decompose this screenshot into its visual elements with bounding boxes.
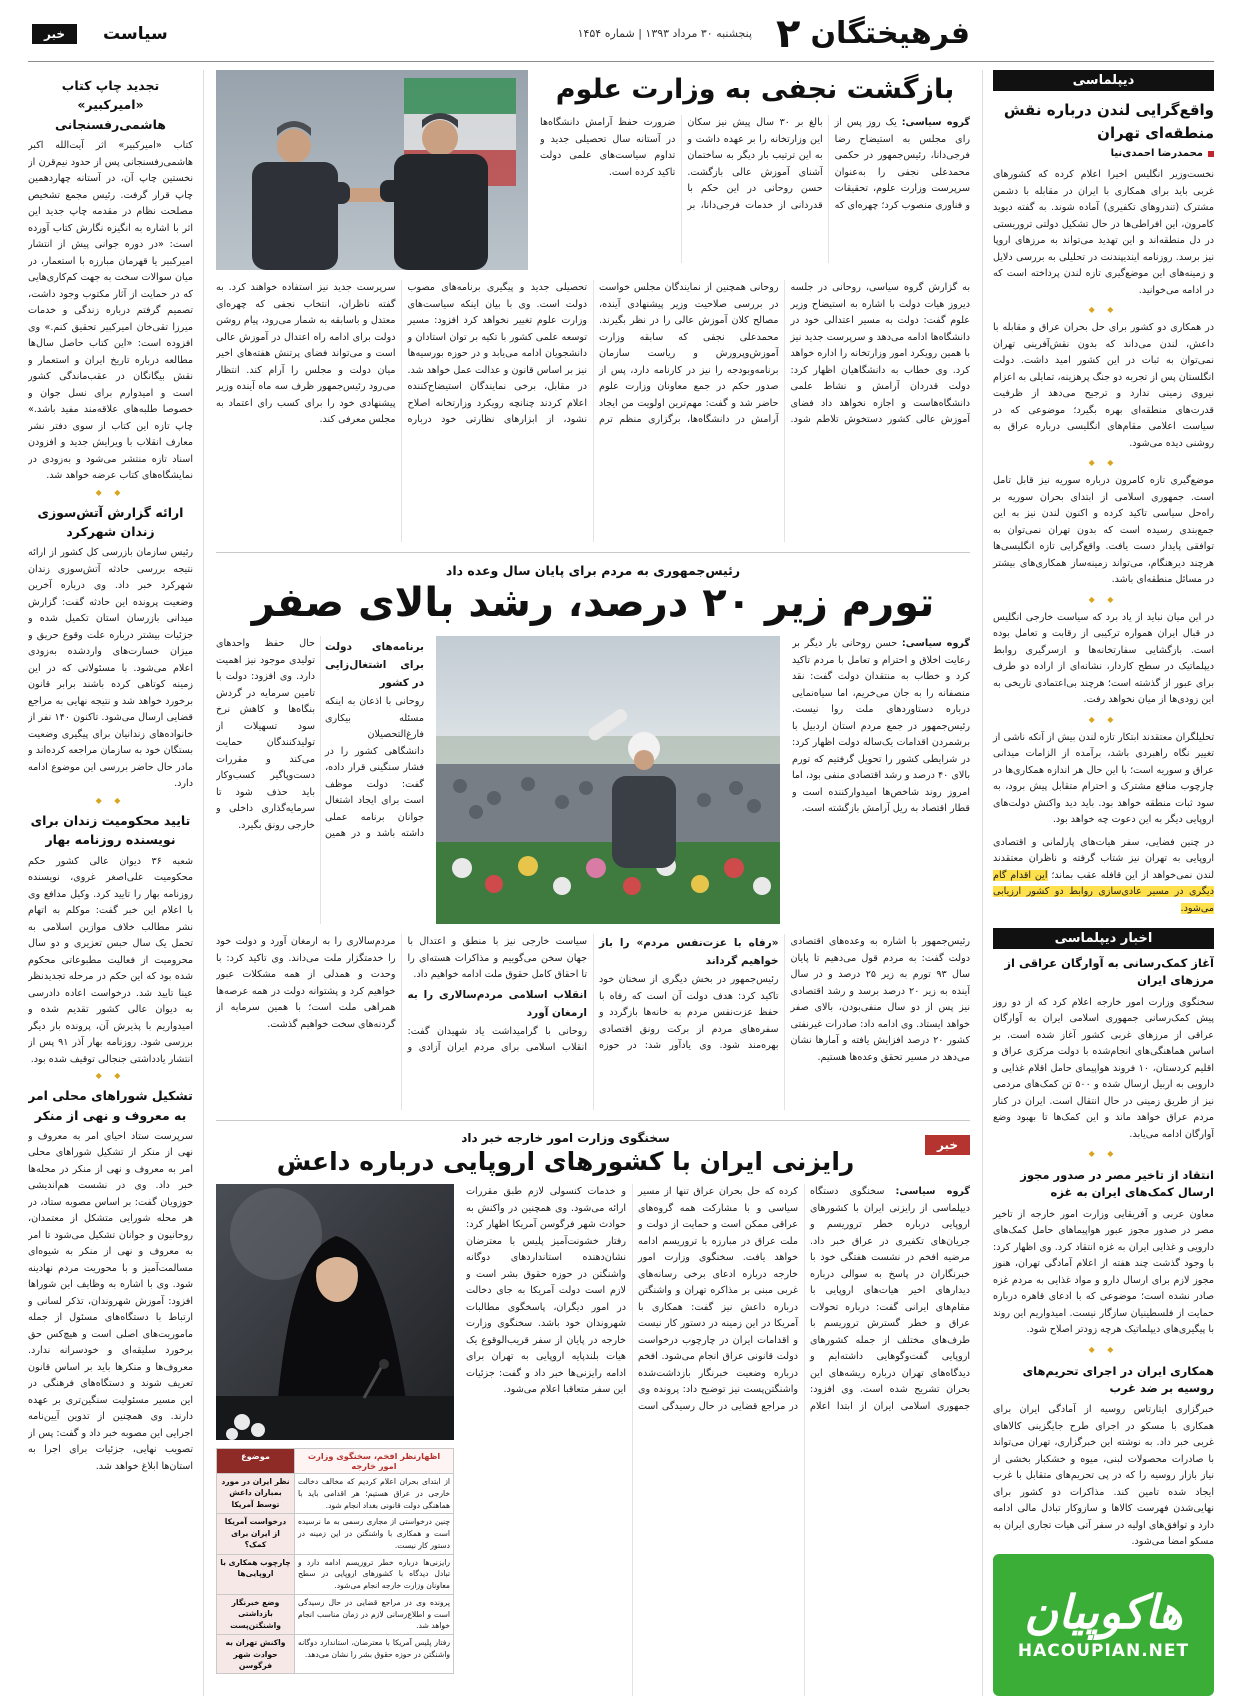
newspaper-logo: فرهیختگان	[810, 16, 970, 51]
diplomacy-paragraph: تحلیلگران معتقدند ابتکار تازه لندن بیش از آنکه ناشی از تغییر نگاه راهبردی باشد، برآمده از الزامات میدانی عراق و سوریه است؛ با این حال هر اندازه همکاری‌ها در چارچوب منافع مشترک و احترام متقابل پیش برود، به سود ثبات منطقه خواهد بود. باید دید واکنش دولت‌های اروپایی دیگر به این دعوت چه خواهد بود.	[993, 731, 1214, 825]
diplomacy-paragraph-text: در چنین فضایی، سفر هیات‌های پارلمانی و اقتصادی اروپایی به تهران نیز شتاب گرفته و ناظران معتقدند لندن نمی‌خواهد از این قافله عقب بماند؛	[993, 836, 1214, 881]
diamond-separator-icon: ◆ ◆	[1088, 594, 1119, 604]
left-article-body: رئیس سازمان بازرسی کل کشور از ارائه نتیجه بررسی حادثه آتش‌سوزی زندان شهرکرد خبر داد. وی درباره آخرین وضعیت پرونده این حادثه گفت: گزارش میدانی بازرسان استان تکمیل شده و جزئیات بیشتر درباره علت وقوع حریق و میزان خسارت‌های واردشده به‌زودی اعلام می‌شود. با مسئولانی که در این زمینه کوتاهی کرده باشند برابر قانون برخورد خواهد شد و نتیجه نهایی به مراجع قضایی ارسال می‌شود. تاکنون ۱۴۰ نفر از خانواده‌های زندانیان برای پیگیری وضعیت بستگان خود به سازمان مراجعه کرده‌اند و مادر حال حاضر بررسی این موضوع ادامه دارد.	[28, 547, 194, 790]
qa-row	[217, 1554, 454, 1594]
diamond-separator-icon: ◆ ◆	[95, 795, 126, 805]
ad-brand-logo: هاکوپیان	[1024, 1584, 1183, 1639]
photo-spokeswoman-illustration	[216, 1184, 454, 1440]
diplomacy-column	[982, 70, 1214, 1696]
qa-header-statement: اظهارنظر افخم، سخنگوی وزارت امور خارجه	[295, 1449, 454, 1474]
article-najafi-lead	[540, 115, 970, 263]
diamond-separator-icon: ◆ ◆	[1088, 458, 1119, 467]
article-rouhani-middle	[216, 636, 970, 924]
qa-answer: رفتار پلیس آمریکا با معترضان، استاندارد دوگانه واشنگتن در حوزه حقوق بشر را نشان می‌دهد.	[295, 1635, 454, 1674]
left-article-body: شعبه ۳۶ دیوان عالی کشور حکم محکومیت علی‌اصغر غروی، نویسنده روزنامه بهار را تایید کرد. وکیل مدافع وی با اعلام این خبر گفت: موکلم به اتهام نشر مطالب خلاف موازین اسلامی به تحمل یک سال حبس تعزیری و دو سال محرومیت از فعالیت مطبوعاتی محکوم شده بود که این حکم در مرحله تجدیدنظر عینا تایید شد. درخواست اعاده دادرسی به دیوان عالی کشور تقدیم شده و امیدواریم با پذیرش آن، پرونده بار دیگر بررسی شود. روزنامه بهار آذر ۹۱ پس از انتشار یادداشتی جنجالی توقیف شده بود.	[28, 855, 193, 1065]
byline-square-icon	[1208, 151, 1214, 157]
left-article-title: تشکیل شوراهای محلی امر به معروف و نهی از منکر	[28, 1088, 193, 1123]
article-daesh-headline: رایزنی ایران با کشورهای اروپایی درباره داعش	[276, 1147, 855, 1176]
date-line: پنجشنبه ۳۰ مرداد ۱۳۹۳ | شماره ۱۴۵۴	[577, 27, 753, 40]
article-najafi-top	[216, 70, 970, 270]
qa-topic: درخواست آمریکا از ایران برای کمک؟	[217, 1514, 295, 1554]
subhead: انقلاب اسلامی مردم‌سالاری را به ارمغان آورد	[407, 988, 587, 1019]
article-daesh-body	[466, 1184, 970, 1696]
qa-row	[217, 1635, 454, 1674]
section-title: سیاست	[103, 23, 168, 44]
photo-rouhani-crowd	[436, 636, 780, 924]
article-daesh-kicker: سخنگوی وزارت امور خارجه خبر داد	[461, 1131, 670, 1145]
qa-topic: چارچوب همکاری با اروپایی‌ها	[217, 1554, 295, 1594]
center-column	[216, 70, 970, 1696]
qa-row	[217, 1474, 454, 1514]
qa-answer: رایزنی‌ها درباره خطر تروریسم ادامه دارد و تبادل دیدگاه با کشورهای اروپایی در سطح معاونان وزارت خارجه انجام می‌شود.	[295, 1554, 454, 1594]
diplomacy-paragraph: در همکاری دو کشور برای حل بحران عراق و مقابله با داعش، لندن می‌داند که بدون نقش‌آفرینی تهران نمی‌توان به ثبات در این کشور امید داشت. دولت انگلستان پس از تجربه دو جنگ پرهزینه، تمایلی به اعزام نیروی زمینی ندارد و ترجیح می‌دهد از ظرفیت قدرت‌های منطقه‌ای بهره بگیرد؛ موضوعی که در سیاست اعلامی مقام‌های انگلیسی درباره عراق به روشنی دیده می‌شود.	[993, 322, 1214, 449]
subhead: «رفاه با عزت‌نفس مردم» را باز خواهیم گرداند	[599, 937, 779, 968]
ad-website-url: HACOUPIAN.NET	[1017, 1640, 1190, 1661]
left-article-body: کتاب «امیرکبیر» اثر آیت‌الله اکبر هاشمی‌رفسنجانی پس از حدود نیم‌قرن از نخستین چاپ آن، در آستانه چهاردهمین چاپ قرار گرفت. رئیس مجمع تشخیص مصلحت نظام در مقدمه چاپ جدید این اثر با اشاره به انگیزه نگارش کتاب آورده است: «در دوره جوانی پیش از انتشار امیرکبیر یا قهرمان مبارزه با استعمار، در میان سوالات سخت به جهت کم‌کاری‌هایی که در حمایت از آثار مکتوب وجود داشت، تصمیم گرفتم درباره زندگی و خدمات میرزا تقی‌خان امیرکبیر تحقیق کنم.» وی افزوده است: «این کتاب حاصل سال‌ها مطالعه درباره تاریخ ایران و استعمار و نقش بیگانگان در عقب‌ماندگی کشور است و امیدوارم برای نسل جوان و خصوصا طلبه‌های علاقه‌مند مفید باشد.» چاپ تازه این کتاب از سوی دفتر نشر معارف انقلاب با ویرایش جدید و افزودن اسناد تازه منتشر می‌شود و به‌زودی در نمایشگاه‌های کتاب عرضه خواهد شد.	[28, 140, 193, 482]
article-rouhani	[216, 553, 970, 1121]
article-daesh-content	[216, 1184, 970, 1696]
qa-topic: وضع خبرنگار بازداشتی واشنگتن‌پست	[217, 1594, 295, 1634]
qa-answer: از ابتدای بحران اعلام کردیم که مخالف دخالت خارجی در عراق هستیم؛ هر اقدامی باید با هماهنگی دولت قانونی بغداد انجام شود.	[295, 1474, 454, 1514]
diplomacy-section-label: دیپلماسی	[993, 70, 1214, 91]
article-daesh	[216, 1131, 970, 1696]
qa-answer: پرونده وی در مراجع قضایی در حال رسیدگی است و اطلاع‌رسانی لازم در زمان مناسب انجام خواهد شد.	[295, 1594, 454, 1634]
lead-label: گروه سیاسی:	[901, 117, 970, 128]
byline	[993, 148, 1214, 159]
article-najafi	[216, 70, 970, 553]
bottom-paragraph: روحانی با گرامیداشت یاد شهیدان گفت: انقلاب اسلامی برای مردم ایران آزادی و مردم‌سالاری را به ارمغان آورد و دولت خود را خدمتگزار ملت می‌داند. وی تاکید کرد: با وحدت و همدلی از همه مشکلات عبور خواهیم کرد و پشتوانه دولت در همه عرصه‌ها همراهی ملت است؛ با همین سرمایه از گردنه‌های سخت خواهیم گذشت.	[216, 936, 587, 1054]
diplomacy-paragraph-highlighted	[993, 835, 1214, 918]
left-article-title: تایید محکومیت زندان برای نویسنده روزنامه بهار	[30, 812, 191, 848]
highlighted-sentence: این اقدام گام دیگری در مسیر عادی‌سازی روابط دو کشور ارزیابی می‌شود.	[993, 869, 1214, 914]
qa-row	[217, 1594, 454, 1634]
page-body	[28, 70, 1214, 1696]
qa-topic: نظر ایران در مورد بمباران داعش توسط آمریکا	[217, 1474, 295, 1514]
lead-text: یک روز پس از رای مجلس به استیضاح رضا فرجی‌دانا، رئیس‌جمهور در حکمی محمدعلی نجفی را به‌عنوان سرپرست وزارت علوم، تحقیقات و فناوری منصوب کرد؛ چهره‌ای که بالغ بر ۳۰ سال پیش نیز سکان این وزارتخانه را بر عهده داشت و به این ترتیب بار دیگر به ساختمان آشنای آموزش عالی بازگشت. حسن روحانی در این حکم با قدردانی از خدمات فرجی‌دانا، بر ضرورت حفظ آرامش دانشگاه‌ها در آستانه سال تحصیلی جدید و تداوم سیاست‌های علمی دولت تاکید کرده است.	[540, 117, 970, 211]
masthead	[577, 10, 970, 57]
lead-label: گروه سیاسی:	[895, 1186, 970, 1197]
article-rouhani-bottom	[216, 934, 970, 1110]
diamond-separator-icon: ◆ ◆	[1088, 1344, 1119, 1354]
diamond-separator-icon: ◆ ◆	[95, 1071, 126, 1081]
article-najafi-headwrap	[540, 70, 970, 270]
article-rouhani-headline: تورم زیر ۲۰ درصد، رشد بالای صفر	[251, 580, 935, 626]
diamond-separator-icon: ◆ ◆	[1088, 305, 1119, 314]
header-section-group	[32, 24, 168, 44]
qa-header-row	[217, 1449, 454, 1474]
left-article-body: سرپرست ستاد احیای امر به معروف و نهی از منکر از تشکیل شوراهای محلی امر به معروف و نهی از منکر در محله‌ها خبر داد. وی در نشست هم‌اندیشی حوزویان گفت: بر اساس مصوبه ستاد، در هر محله شورایی متشکل از معتمدان، روحانیون و جوانان تشکیل می‌شود تا امر به معروف و نهی از منکر به شیوه‌ای مسالمت‌آمیز و با محوریت مردم نهادینه شود. وی با اشاره به وظایف این شوراها افزود: آموزش شهروندان، تذکر لسانی و ارتباط با دستگاه‌های مسئول از جمله ماموریت‌های اصلی است و هیچ‌کس حق برخورد سلیقه‌ای و خودسرانه ندارد. معروف‌ها و منکرها باید بر اساس قانون تعریف شوند و دستگاه‌های فرهنگی در این مسیر مسئولیت سنگین‌تری بر عهده دارند. وی همچنین از تدوین آیین‌نامه اجرایی این مصوبه خبر داد و گفت: پس از تصویب نهایی، جزئیات برای اجرا به استان‌ها ابلاغ خواهد شد.	[28, 1130, 193, 1472]
khabar-section-label: خبر	[32, 24, 77, 44]
news-item-title: همکاری ایران در اجرای تحریم‌های روسیه بر ضد غرب	[1022, 1363, 1214, 1395]
hacoupian-ad	[993, 1554, 1214, 1697]
diplomacy-paragraph: موضع‌گیری تازه کامرون درباره سوریه نیز قابل تامل است. جمهوری اسلامی از ابتدای بحران سوریه بر راه‌حل سیاسی تاکید کرده و اکنون لندن نیز به این جمع‌بندی رسیده است که بدون تهران نمی‌توان به توافقی پایدار دست یافت. واقع‌گرایی تازه انگلیسی‌ها هرچند دیرهنگام، می‌تواند زمینه‌ساز همکاری‌های بیشتر در مسائل منطقه‌ای باشد.	[993, 475, 1214, 585]
diplomacy-paragraph: در این میان نباید از یاد برد که سیاست خارجی انگلیس در قبال ایران همواره ترکیبی از رقابت و تعامل بوده است. بازگشایی سفارتخانه‌ها و ازسرگیری روابط دیپلماتیک در سطح کاردار، نشانه‌ای از اراده دو طرف برای عبور از گذشته است؛ هرچند بی‌اعتمادی تاریخی به این زودی‌ها از میان نخواهد رفت.	[993, 611, 1214, 705]
page-header	[28, 6, 1214, 62]
qa-header-topic: موضوع	[217, 1449, 295, 1474]
qa-answer: چنین درخواستی از مجاری رسمی به ما نرسیده است و همکاری با واشنگتن در این زمینه در دستور کار نیست.	[295, 1514, 454, 1554]
article-najafi-body: به گزارش گروه سیاسی، روحانی در جلسه دیروز هیات دولت با اشاره به استیضاح وزیر علوم گفت: دولت به مسیر اعتدالی خود در دانشگاه‌ها ادامه می‌دهد و سرپرست جدید نیز با همین رویکرد امور وزارتخانه را اداره خواهد کرد. وی خطاب به دانشگاهیان اظهار کرد: دولت قدردان آرامش و نشاط علمی دانشگاه‌هاست و اجازه نخواهد داد فضای آموزش عالی کشور دستخوش تلاطم شود. روحانی همچنین از نمایندگان مجلس خواست در بررسی صلاحیت وزیر پیشنهادی آینده، مصالح کلان آموزش عالی را در نظر بگیرند. محمدعلی نجفی که سابقه وزارت آموزش‌وپرورش و ریاست سازمان برنامه‌وبودجه را نیز در کارنامه دارد، پس از صدور حکم در جمع معاونان وزارت علوم حاضر شد و گفت: مهم‌ترین اولویت من ایجاد آرامش در دانشگاه‌ها، برگزاری منظم ترم تحصیلی جدید و پیگیری برنامه‌های مصوب دولت است. وی با بیان اینکه سیاست‌های وزارت علوم تغییر نخواهد کرد افزود: مسیر توسعه علمی کشور با تکیه بر توان استادان و دانشجویان ادامه می‌یابد و در حوزه بورسیه‌ها نیز بر اساس قانون و عدالت عمل خواهد شد. در مقابل، برخی نمایندگان استیضاح‌کننده اعلام کردند چنانچه رویکرد وزارتخانه اصلاح نشود، از ابزارهای نظارتی خود درباره سرپرست جدید نیز استفاده خواهند کرد. به گفته ناظران، انتخاب نجفی که چهره‌ای معتدل و باسابقه به شمار می‌رود، پیام روشن دولت برای ادامه راه اعتدال در آموزش عالی است و می‌تواند فضای پرتنش هفته‌های اخیر میان دولت و مجلس را آرام کند. انتظار می‌رود رئیس‌جمهور ظرف سه ماه آینده وزیر پیشنهادی خود را برای کسب رای اعتماد به مجلس معرفی کند.	[216, 282, 970, 425]
khabar-red-label: خبر	[925, 1135, 970, 1155]
article-rouhani-right-column	[792, 636, 970, 924]
byline-name: محمدرضا احمدی‌نیا	[1110, 148, 1203, 159]
bottom-paragraph: رئیس‌جمهور با اشاره به وعده‌های اقتصادی دولت گفت: به مردم قول می‌دهیم تا پایان سال ۹۳ تورم به زیر ۲۵ درصد و در سال آینده به زیر ۲۰ درصد برسد و رشد اقتصادی نیز پس از دو سال منفی‌بودن، بالای صفر خواهد ایستاد. وی ادامه داد: صادرات غیرنفتی کشور ۲۰ درصد افزایش یافته و آمارها نشان می‌دهد در مسیر تحقق وعده‌ها هستیم.	[790, 936, 970, 1063]
photo-najafi-handshake	[216, 70, 528, 270]
lead-label: گروه سیاسی:	[901, 638, 970, 649]
diplomacy-article-title: واقع‌گرایی لندن درباره نقش منطقه‌ای تهران	[1003, 101, 1214, 142]
photo-rouhani-illustration	[436, 636, 780, 924]
diplomacy-news-label: اخبار دیپلماسی	[993, 928, 1214, 949]
news-item-body: خبرگزاری ایتارتاس روسیه از آمادگی ایران برای همکاری با مسکو در اجرای طرح جایگزینی کالاهای غربی خبر داد. به نوشته این خبرگزاری، تهران می‌تواند با صادرات محصولات لبنی، میوه و خشکبار بخشی از نیاز بازار روسیه را که در پی تحریم‌های متقابل با غرب ایجاد شده تامین کند. مذاکرات دو کشور برای نهایی‌شدن فهرست کالاها و سازوکار تبادل مالی ادامه دارد و توافق‌های اولیه در سفر آتی هیات تجاری ایران به مسکو امضا می‌شود.	[993, 1404, 1214, 1547]
news-item-title: انتقاد از تاخیر مصر در صدور مجوز ارسال کمک‌های ایران به غزه	[1020, 1168, 1214, 1200]
subhead-body: روحانی با اذعان به اینکه مسئله بیکاری فارغ‌التحصیلان دانشگاهی کشور را در فشار سنگینی قرار داده، گفت: دولت موظف است برای ایجاد اشتغال جوانان برنامه عملی داشته باشد و در همین حال حفظ واحدهای تولیدی موجود نیز اهمیت دارد. وی افزود: دولت با تامین سرمایه در گردش بنگاه‌ها و کاهش نرخ سود تسهیلات از تولیدکنندگان حمایت می‌کند و مقررات دست‌وپاگیر کسب‌وکار باید حذف شود تا سرمایه‌گذاری داخلی و خارجی رونق بگیرد.	[216, 638, 424, 840]
left-article-title: تجدید چاپ کتاب «امیرکبیر» هاشمی‌رفسنجانی	[55, 78, 166, 132]
qa-topic: واکنش تهران به حوادث شهر فرگوسن	[217, 1635, 295, 1674]
diamond-separator-icon: ◆ ◆	[1088, 714, 1119, 724]
article-rouhani-kicker: رئیس‌جمهوری به مردم برای پایان سال وعده داد	[445, 563, 741, 578]
article-rouhani-left-columns	[216, 636, 424, 924]
lead-text: سخنگوی دستگاه دیپلماسی از رایزنی ایران با کشورهای اروپایی درباره خطر تروریسم و جریان‌های تکفیری در عراق خبر داد. مرضیه افخم در نشست هفتگی خود با خبرنگاران در پاسخ به سوالی درباره دیدارهای اخیر هیات‌های اروپایی با مقام‌های ایرانی گفت: درباره تحولات عراق و خطر گسترش تروریسم با طرف‌های مختلف از جمله کشورهای اروپایی گفت‌وگوهایی داشته‌ایم و دیدگاه‌های تهران درباره ریشه‌های این بحران تشریح شده است. وی افزود: جمهوری اسلامی ایران از ابتدا اعلام کرده که حل بحران عراق تنها از مسیر سیاسی و با مشارکت همه گروه‌های عراقی ممکن است و حمایت از دولت و ملت عراق در مبارزه با تروریسم ادامه خواهد یافت. سخنگوی وزارت امور خارجه درباره ادعای برخی رسانه‌های غربی مبنی بر مذاکره تهران و واشنگتن درباره داعش نیز گفت: همکاری با آمریکا در این زمینه در دستور کار نیست و اقدامات ایران در چارچوب درخواست دولت قانونی عراق انجام می‌شود. افخم درباره وضعیت خبرنگار بازداشت‌شده واشنگتن‌پست نیز توضیح داد: پرونده وی در مراجع قضایی در حال رسیدگی است و خدمات کنسولی لازم طبق مقررات ارائه می‌شود. وی همچنین در واکنش به حوادث شهر فرگوسن آمریکا اظهار کرد: رفتار خشونت‌آمیز پلیس با معترضان نشان‌دهنده استانداردهای دوگانه واشنگتن در حوزه حقوق بشر است و لازم است دولت آمریکا به جای دخالت در امور دیگران، پاسخگوی مطالبات شهروندان خود باشد. سخنگوی وزارت خارجه در پایان از سفر قریب‌الوقوع یک هیات بلندپایه اروپایی به تهران برای ادامه رایزنی‌ها خبر داد و گفت: جزئیات این سفر متعاقبا اعلام می‌شود.	[466, 1186, 970, 1412]
photo-najafi-illustration	[216, 70, 528, 270]
qa-row	[217, 1514, 454, 1554]
news-item-body: معاون عربی و آفریقایی وزارت امور خارجه از تاخیر مصر در صدور مجوز عبور هواپیماهای حامل کمک‌های دارویی و غذایی ایران به غزه انتقاد کرد. وی اظهار کرد: با وجود گذشت چند هفته از اعلام آمادگی تهران، هنوز مجوز لازم برای ارسال دارو و مواد غذایی به مردم غزه صادر نشده است؛ موضوعی که با ادعای قاهره درباره حمایت از فلسطینیان سازگار نیست. امیدواریم این روند با پیگیری‌های دیپلماتیک هرچه زودتر اصلاح شود.	[993, 1208, 1214, 1335]
news-item-title: آغاز کمک‌رسانی به آوارگان عراقی از مرزهای ایران	[1004, 956, 1214, 988]
article-najafi-headline: بازگشت نجفی به وزارت علوم	[555, 74, 955, 105]
diamond-separator-icon: ◆ ◆	[1088, 1149, 1119, 1158]
photo-spokeswoman	[216, 1184, 454, 1440]
diplomacy-paragraph: نخست‌وزیر انگلیس اخیرا اعلام کرده که کشورهای غربی باید برای همکاری با ایران در مقابله با دشمن مشترک (تندروهای تکفیری) آماده شوند. به گفته دیوید کامرون، این افراطی‌ها در حال تشکیل دولتی تروریستی در دل منطقه‌اند و این تهدید می‌تواند به مرزهای اروپا نیز برسد. روزنامه ایندیپندنت در تحلیلی به بررسی دلایل و زمینه‌های این موضع‌گیری تازه لندن پرداخته است که در ادامه می‌خوانید.	[993, 169, 1214, 296]
lead-text: حسن روحانی بار دیگر بر رعایت اخلاق و احترام و تعامل با مردم تاکید کرد و خطاب به منتقدان دولت گفت: نقد منصفانه را به جان می‌خریم، اما سیاه‌نمایی درباره دستاوردهای ملت روا نیست. رئیس‌جمهور در جمع مردم استان اردبیل با برشمردن اقدامات یک‌ساله دولت اظهار کرد: در شرایطی کشور را تحویل گرفتیم که تورم بالای ۴۰ درصد و رشد اقتصادی منفی بود، اما امروز روند شاخص‌ها امیدوارکننده است و قطار اقتصاد به ریل آرامش بازگشته است.	[792, 638, 970, 814]
article-daesh-left-stack	[216, 1184, 454, 1696]
subhead: برنامه‌های دولت برای اشتغال‌زایی در کشور	[325, 641, 424, 690]
article-daesh-titles	[216, 1131, 915, 1184]
article-daesh-header	[216, 1131, 970, 1184]
diamond-separator-icon: ◆ ◆	[95, 487, 126, 497]
bottom-paragraph: رئیس‌جمهور در بخش دیگری از سخنان خود تاکید کرد: هدف دولت آن است که رفاه با حفظ عزت‌نفس مردم به خانه‌ها بازگردد و سفره‌های مردم از برکت رونق اقتصادی بهره‌مند شود. وی یادآور شد: در حوزه سیاست خارجی نیز با منطق و اعتدال با جهان سخن می‌گوییم و مذاکرات هسته‌ای را تا احقاق کامل حقوق ملت ادامه خواهیم داد.	[407, 936, 779, 1052]
news-item-body: سخنگوی وزارت امور خارجه اعلام کرد که از دو روز پیش کمک‌رسانی جمهوری اسلامی ایران به آوارگان عراقی از مرزهای غربی کشور آغاز شده است. بر اساس هماهنگی‌های انجام‌شده با دولت مرکزی عراق و اقلیم کردستان، ۱۰ فروند هواپیمای حامل اقلام غذایی و دارویی به اربیل ارسال شده و ۵۰۰ تن کمک‌های مردمی نیز از طریق زمینی در حال انتقال است. ایران در کنار مردم عراق خواهد ماند و این کمک‌ها تا بهبود وضع آوارگان ادامه می‌یابد.	[993, 996, 1214, 1140]
qa-table	[216, 1448, 454, 1674]
left-article-title: ارائه گزارش آتش‌سوزی زندان شهرکرد	[37, 504, 184, 539]
page-number: ۲	[776, 10, 801, 57]
left-news-column	[28, 70, 204, 1696]
